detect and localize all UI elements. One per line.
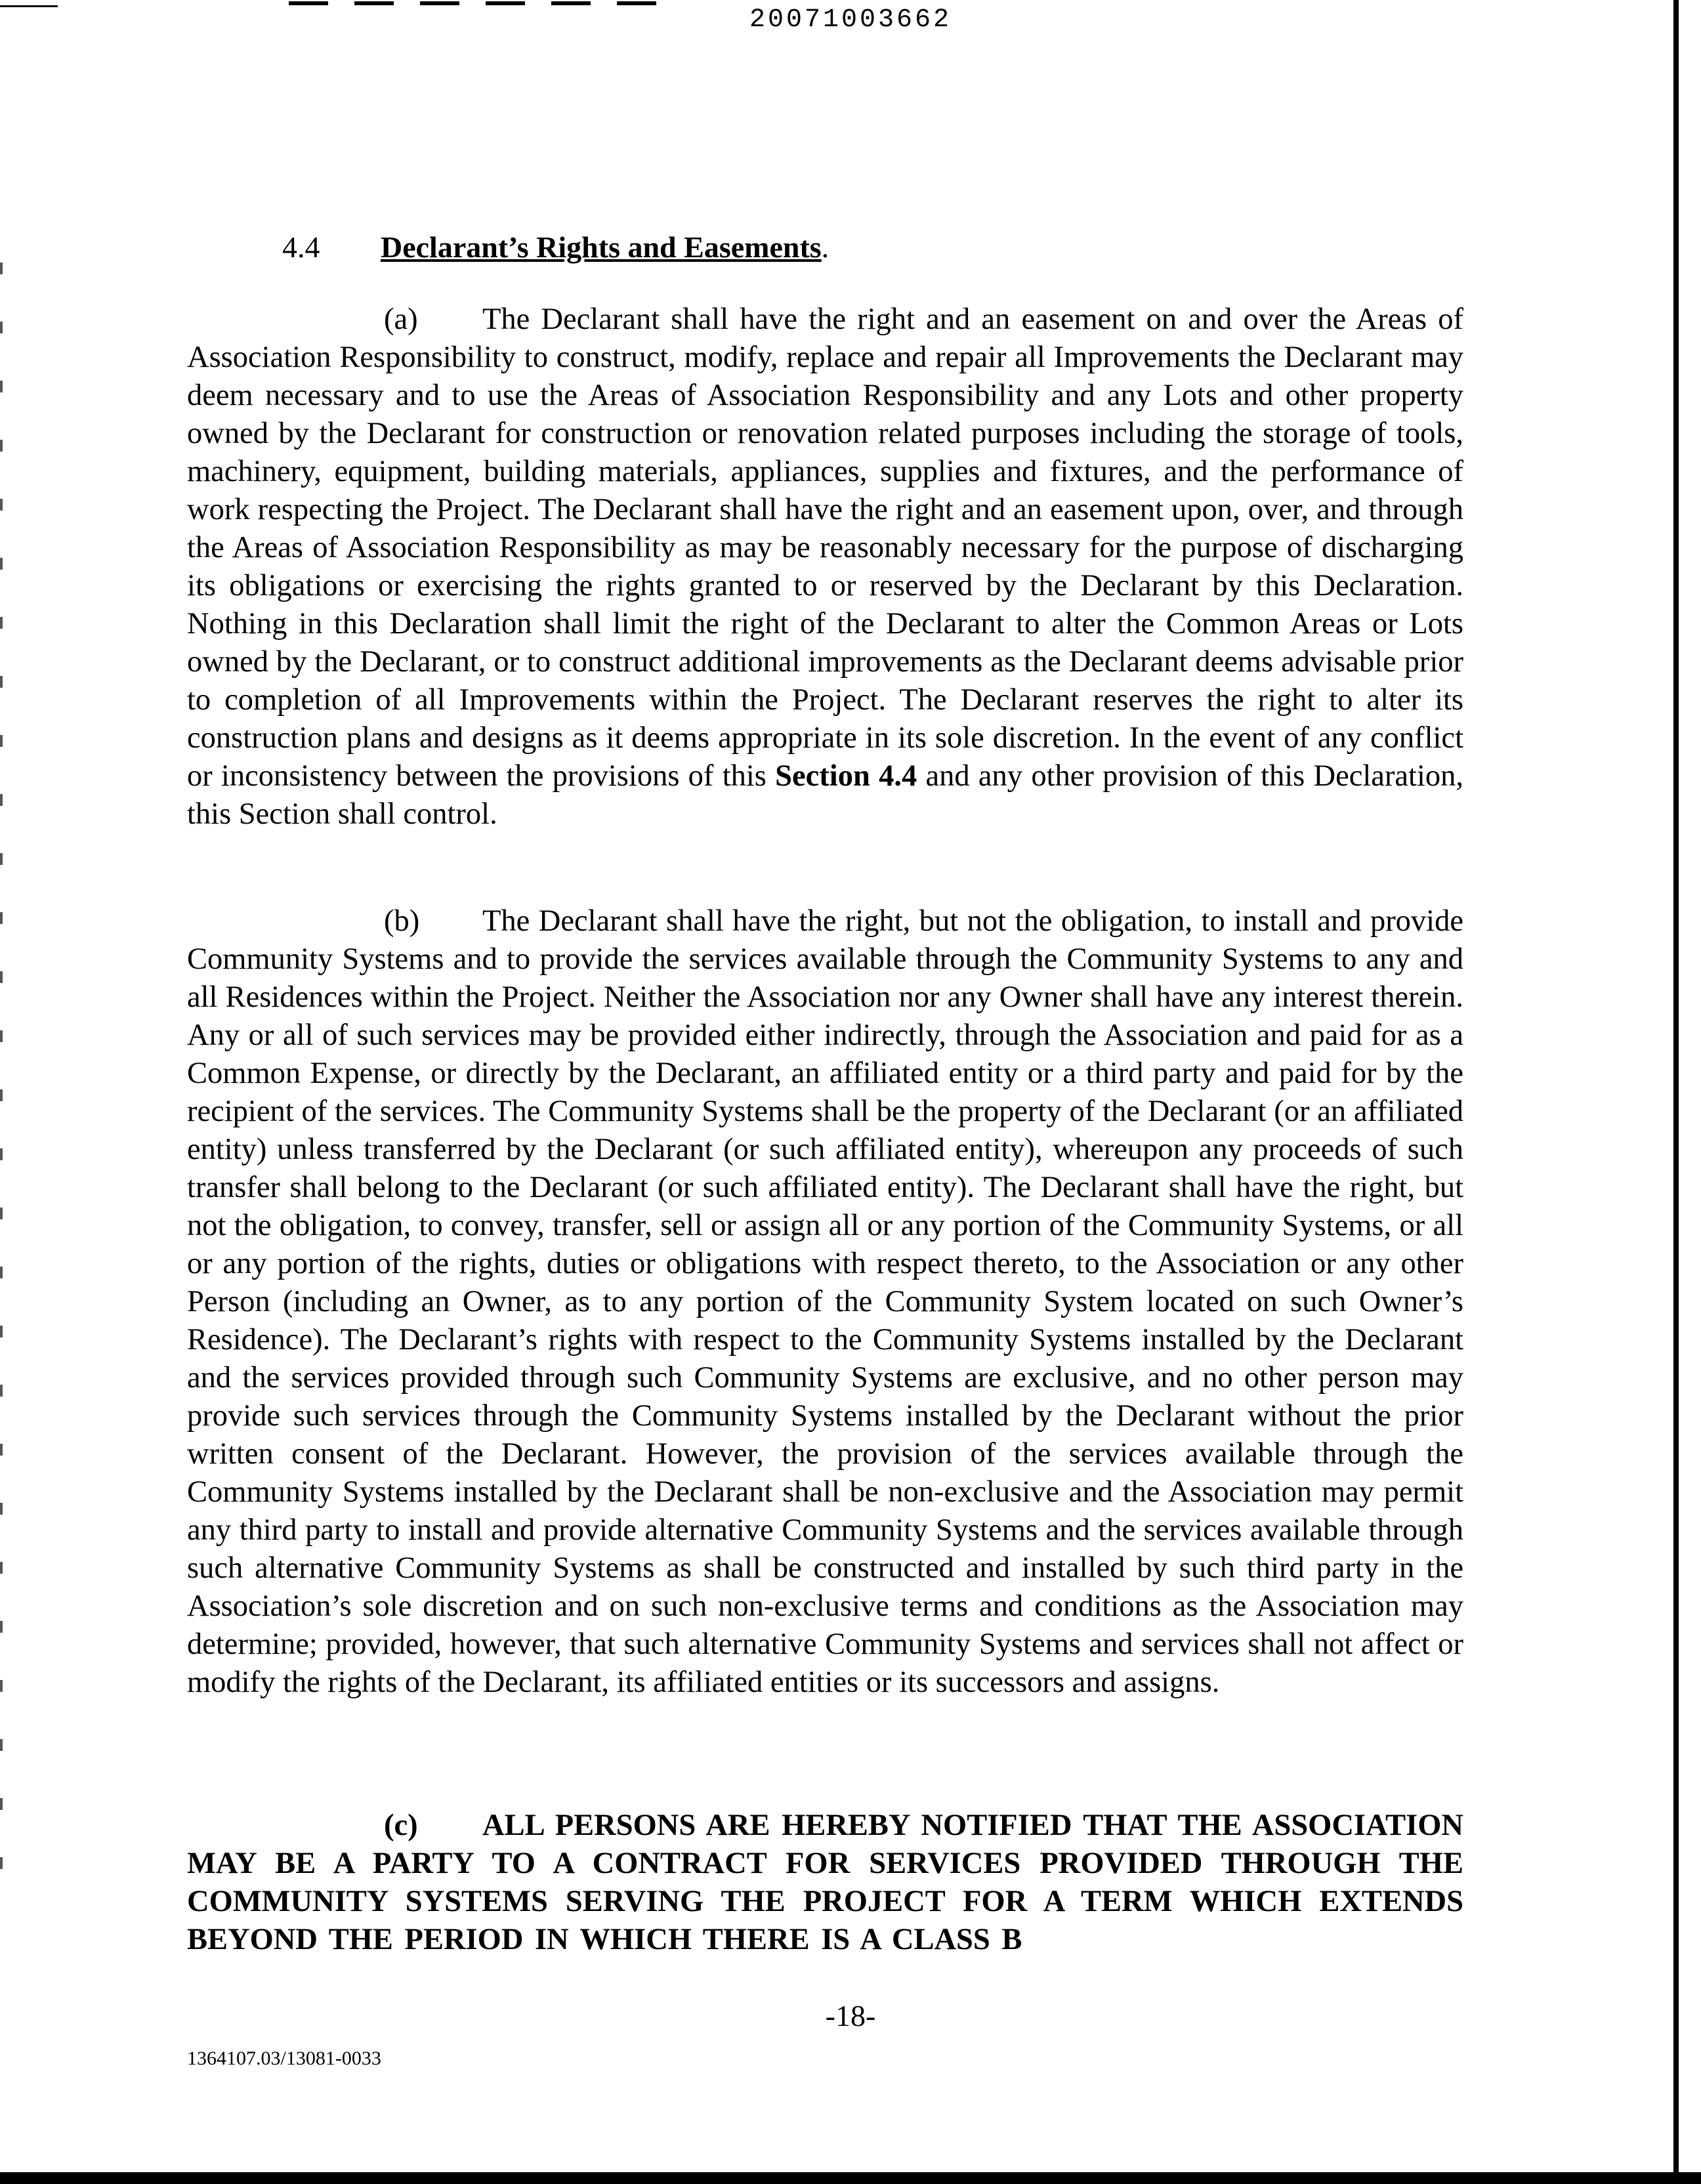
section-heading xyxy=(282,230,829,264)
paragraph-a-section-ref: Section 4.4 xyxy=(775,759,917,793)
document-id: 1364107.03/13081-0033 xyxy=(187,2048,381,2069)
scan-left-ticks xyxy=(0,262,3,1870)
scan-bottom-border xyxy=(0,2172,1701,2184)
scan-right-border xyxy=(1673,0,1679,2177)
page-number: -18- xyxy=(825,1999,876,2032)
document-number: 20071003662 xyxy=(749,5,952,35)
paragraph-c xyxy=(187,1807,1463,1959)
section-number: 4.4 xyxy=(282,230,320,264)
paragraph-b-label: (b) xyxy=(384,904,420,938)
paragraph-b-text: The Declarant shall have the right, but not the obligation, to install and provide Community Systems and to provide the services available through the Community Systems to any and all Residences within the Project. Neither the Association nor any Owner shall have any interest therein. Any or all of such services may be provided either indirectly, through the Association and paid for as a Common Expense, or directly by the Declarant, an affiliated entity or a third party and paid for by the recipient of the services. The Community Systems shall be the property of the Declarant (or an affiliated entity) unless transferred by the Declarant (or such affiliated entity), whereupon any proceeds of such transfer shall belong to the Declarant (or such affiliated entity). The Declarant shall have the right, but not the obligation, to convey, transfer, sell or assign all or any portion of the Community Systems, or all or any portion of the rights, duties or obligations with respect thereto, to the Association or any other Person (including an Owner, as to any portion of the Community System located on such Owner’s Residence). The Declarant’s rights with respect to the Community Systems installed by the Declarant and the services provided through such Community Systems are exclusive, and no other person may provide such services through the Community Systems installed by the Declarant without the prior written consent of the Declarant. However, the provision of the services available through the Community Systems installed by the Declarant shall be non-exclusive and the Association may permit any third party to install and provide alternative Community Systems and the services available through such alternative Community Systems as shall be constructed and installed by such third party in the Association’s sole discretion and on such non-exclusive terms and conditions as the Association may determine; provided, however, that such alternative Community Systems and services shall not affect or modify the rights of the Declarant, its affiliated entities or its successors and assigns. xyxy=(187,904,1463,1699)
paragraph-b xyxy=(187,902,1463,1702)
paragraph-a-text-2: and any other provision of this Declaration, this Section shall control. xyxy=(187,759,1464,831)
paragraph-c-text: ALL PERSONS ARE HEREBY NOTIFIED THAT THE ASSOCIATION MAY BE A PARTY TO A CONTRACT FOR SERVICES PROVIDED THROUGH THE COMMUNITY SYSTEMS SERVING THE PROJECT FOR A TERM WHICH EXTENDS BEYOND THE PERIOD IN WHICH THERE IS A CLASS B xyxy=(187,1809,1463,1956)
paragraph-a-label: (a) xyxy=(384,303,418,336)
paragraph-a xyxy=(187,301,1463,833)
section-title: Declarant’s Rights and Easements xyxy=(381,230,822,264)
paragraph-a-text-1: The Declarant shall have the right and an easement on and over the Areas of Association Responsibility to construct, modify, replace and repair all Improvements the Declarant may deem necessary and to use the Areas of Association Responsibility and any Lots and other property owned by the Declarant for construction or renovation related purposes including the storage of tools, machinery, equipment, building materials, appliances, supplies and fixtures, and the performance of work respecting the Project. The Declarant shall have the right and an easement upon, over, and through the Areas of Association Responsibility as may be reasonably necessary for the purpose of discharging its obligations or exercising the rights granted to or reserved by the Declarant by this Declaration. Nothing in this Declaration shall limit the right of the Declarant to alter the Common Areas or Lots owned by the Declarant, or to construct additional improvements as the Declarant deems advisable prior to completion of all Improvements within the Project. The Declarant reserves the right to alter its construction plans and designs as it deems appropriate in its sole discretion. In the event of any conflict or inconsistency between the provisions of this xyxy=(187,303,1463,793)
section-title-period: . xyxy=(821,230,830,264)
paragraph-c-label: (c) xyxy=(384,1809,418,1842)
